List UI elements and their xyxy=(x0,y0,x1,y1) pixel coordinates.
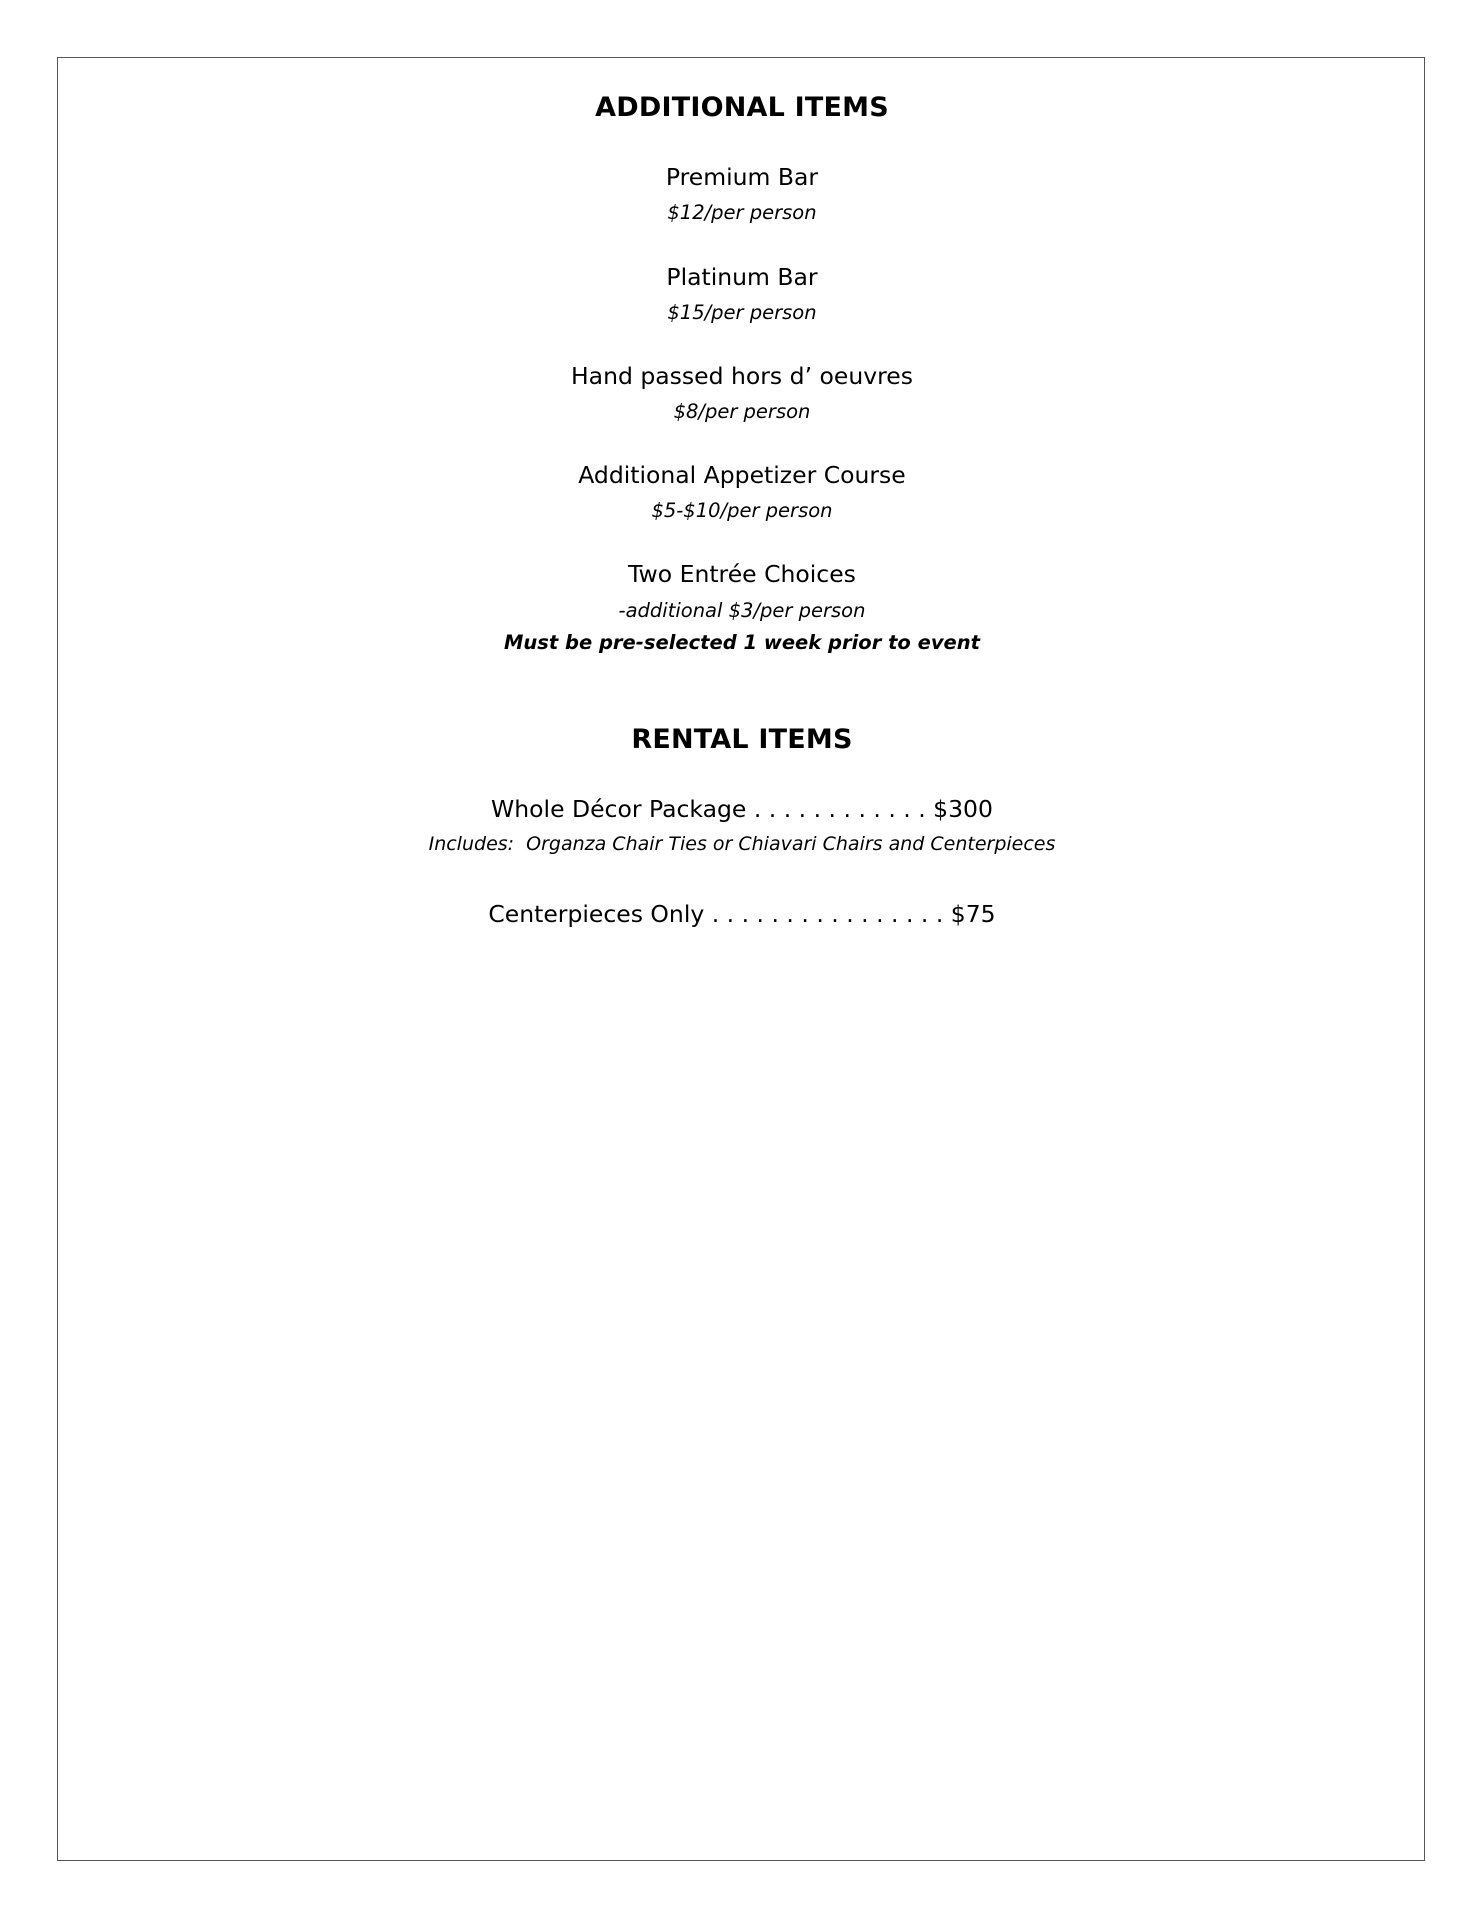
additional-item-price: $8/per person xyxy=(673,400,811,423)
additional-item-note: Must be pre-selected 1 week prior to event xyxy=(504,631,980,654)
rental-item-leader-dots: . . . . . . . . . . . . xyxy=(746,795,934,823)
rental-item-price: $300 xyxy=(933,795,993,823)
page-border xyxy=(57,57,1425,1861)
additional-item-price: $12/per person xyxy=(667,201,817,224)
additional-item-price: -additional $3/per person xyxy=(618,599,866,622)
rental-item-line xyxy=(0,795,1484,823)
additional-item-name: Hand passed hors d’ oeuvres xyxy=(571,362,913,390)
rental-item-name: Whole Décor Package xyxy=(491,795,747,823)
rental-item-price: $75 xyxy=(950,900,996,928)
additional-item-price: $5-$10/per person xyxy=(651,499,833,522)
rental-item-name: Centerpieces Only xyxy=(488,900,705,928)
additional-items-title: ADDITIONAL ITEMS xyxy=(595,92,889,123)
additional-item-name: Platinum Bar xyxy=(666,263,818,291)
additional-item-name: Premium Bar xyxy=(665,163,819,191)
additional-item-name: Additional Appetizer Course xyxy=(578,461,906,489)
additional-item-price: $15/per person xyxy=(667,301,817,324)
rental-item-leader-dots: . . . . . . . . . . . . . . . . xyxy=(704,900,951,928)
additional-item-name: Two Entrée Choices xyxy=(628,560,856,588)
rental-items-title: RENTAL ITEMS xyxy=(631,724,853,755)
rental-item-line xyxy=(0,900,1484,928)
rental-item-includes: Includes: Organza Chair Ties or Chiavari Chairs and Centerpieces xyxy=(428,833,1056,855)
